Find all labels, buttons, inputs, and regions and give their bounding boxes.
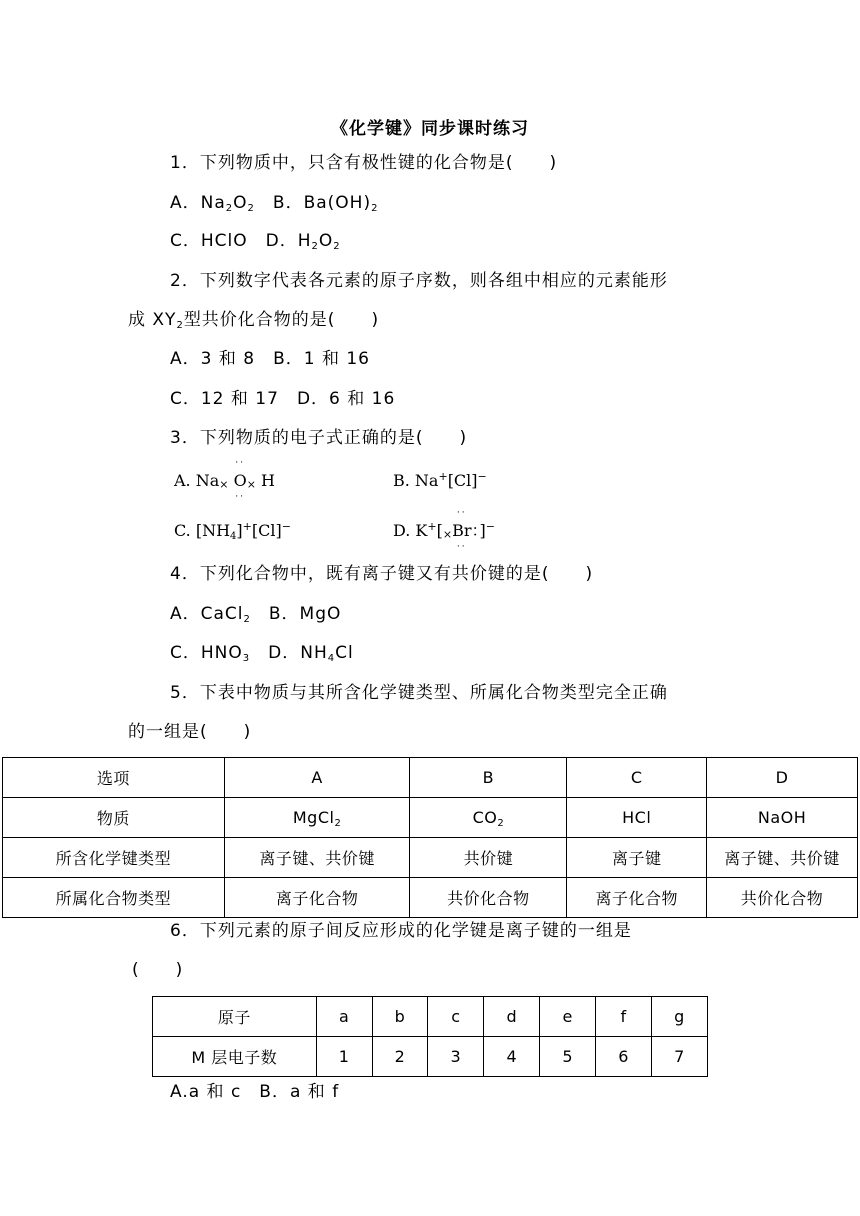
table-cell: 物质: [3, 798, 225, 838]
table-header-cell: B: [410, 758, 567, 798]
table-cell: 离子键: [567, 838, 707, 878]
table-row: [3, 798, 858, 838]
table-header-cell: a: [316, 997, 372, 1037]
table-cell: 2: [372, 1037, 428, 1077]
question-6-stem-line1: 6．下列元素的原子间反应形成的化学键是离子键的一组是: [170, 921, 632, 941]
table-header-cell: C: [567, 758, 707, 798]
table-header-cell: e: [540, 997, 596, 1037]
table-cell: 共价化合物: [410, 878, 567, 918]
question-3-option-d: D. K+[× ·· Br ·· ：]−: [393, 508, 495, 552]
table-cell: 6: [596, 1037, 652, 1077]
table-header-cell: A: [224, 758, 410, 798]
table-row: [153, 1037, 708, 1077]
question-2-stem-line1: 2．下列数字代表各元素的原子序数，则各组中相应的元素能形: [170, 271, 668, 291]
question-1-options-ab: A．$Na_2O_2$ B．$Ba(OH)_2$: [170, 193, 379, 214]
question-1-stem: 1．下列物质中，只含有极性键的化合物是( ): [170, 153, 558, 173]
table-cell: 离子化合物: [224, 878, 410, 918]
question-4-options-cd: C．$HNO_3$ D．$NH_4Cl$: [170, 643, 354, 664]
question-3-option-a: A. Na× ·· O ·· × H: [174, 458, 275, 502]
table-row: [3, 758, 858, 798]
question-2-options-cd: C．12 和 17 D．6 和 16: [170, 389, 396, 409]
table-row: [153, 997, 708, 1037]
table-cell: 所含化学键类型: [3, 838, 225, 878]
table-cell: 4: [484, 1037, 540, 1077]
table-header-cell: g: [652, 997, 708, 1037]
question-4-options-ab: A．CaCl$_2$ B．MgO: [170, 604, 342, 625]
table-cell: 1: [316, 1037, 372, 1077]
question-5-stem-line1: 5．下表中物质与其所含化学键类型、所属化合物类型完全正确: [170, 683, 668, 703]
table-cell: M 层电子数: [153, 1037, 317, 1077]
table-cell: 离子键、共价键: [707, 838, 858, 878]
question-5-stem-line2: 的一组是( ): [128, 722, 252, 742]
table-cell: 离子键、共价键: [224, 838, 410, 878]
table-header-cell: d: [484, 997, 540, 1037]
table-cell: 所属化合物类型: [3, 878, 225, 918]
question-3-stem: 3．下列物质的电子式正确的是( ): [170, 428, 468, 448]
table-header-cell: f: [596, 997, 652, 1037]
question-1-options-cd: C．HClO D．$H_2O_2$: [170, 231, 341, 252]
question-3-option-b: B. Na+[Cl]−: [393, 470, 487, 490]
table-header-cell: D: [707, 758, 858, 798]
table-row: [3, 838, 858, 878]
table-cell: 3: [428, 1037, 484, 1077]
table-cell: 7: [652, 1037, 708, 1077]
table-cell: 共价化合物: [707, 878, 858, 918]
table-cell: HCl: [567, 798, 707, 838]
table-cell: MgCl$_2$: [224, 798, 410, 838]
table-cell: 离子化合物: [567, 878, 707, 918]
table-cell: 5: [540, 1037, 596, 1077]
question-3-option-c: C. $[NH_4]^+[Cl]^-$: [174, 520, 291, 542]
question-6-options: A.a 和 c B．a 和 f: [170, 1082, 340, 1102]
table-header-cell: 选项: [3, 758, 225, 798]
table-cell: 共价键: [410, 838, 567, 878]
table-cell: NaOH: [707, 798, 858, 838]
table-header-cell: 原子: [153, 997, 317, 1037]
table-row: [3, 878, 858, 918]
table-header-cell: b: [372, 997, 428, 1037]
question-6-table: [152, 996, 708, 1077]
question-2-stem-line2: 成 $XY_2$型共价化合物的是( ): [128, 310, 380, 331]
table-header-cell: c: [428, 997, 484, 1037]
table-cell: $CO_2$: [410, 798, 567, 838]
question-4-stem: 4．下列化合物中，既有离子键又有共价键的是( ): [170, 564, 594, 584]
question-6-stem-line2: ( ): [132, 960, 184, 980]
page-title: 《化学键》同步课时练习: [331, 119, 529, 139]
question-5-table: [2, 757, 858, 918]
question-2-options-ab: A．3 和 8 B．1 和 16: [170, 349, 370, 369]
